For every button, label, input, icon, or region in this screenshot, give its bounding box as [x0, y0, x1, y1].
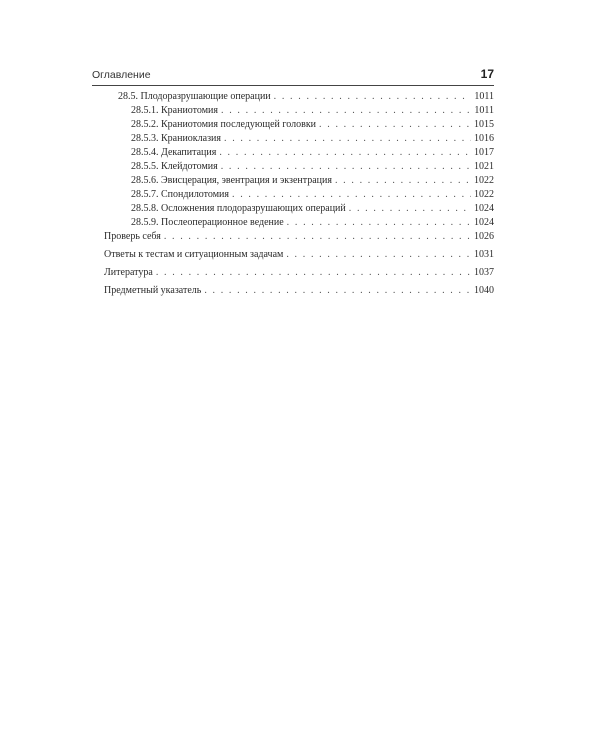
toc-entry[interactable]	[131, 203, 494, 215]
toc-entry-label: Литература	[104, 267, 153, 278]
toc-entry-page: 1031	[474, 249, 494, 260]
toc-entry-page: 1011	[474, 105, 494, 116]
toc-entry-label: 28.5. Плодоразрушающие операции	[118, 91, 271, 102]
toc-entry-page: 1022	[474, 175, 494, 186]
toc-entry-label: 28.5.4. Декапитация	[131, 147, 217, 158]
toc-entry[interactable]	[104, 267, 494, 279]
toc-leader	[286, 249, 471, 261]
header-title: Оглавление	[92, 69, 151, 81]
toc-entry-label: 28.5.8. Осложнения плодоразрушающих операций	[131, 203, 346, 214]
toc-entry-label: Проверь себя	[104, 231, 161, 242]
toc-entry[interactable]	[131, 189, 494, 201]
toc-entry[interactable]	[104, 231, 494, 243]
toc-entry-page: 1015	[474, 119, 494, 130]
toc-entry[interactable]	[131, 105, 494, 117]
toc-entry-page: 1024	[474, 203, 494, 214]
toc-entry-page: 1011	[474, 91, 494, 102]
toc-leader	[319, 119, 471, 131]
toc-leader	[232, 189, 471, 201]
toc-entry[interactable]	[131, 175, 494, 187]
toc-entry-page: 1040	[474, 285, 494, 296]
toc-entry-page: 1021	[474, 161, 494, 172]
toc-leader	[287, 217, 471, 229]
toc-leader	[221, 161, 471, 173]
toc-entry[interactable]	[131, 119, 494, 131]
toc-entry-label: 28.5.3. Краниоклазия	[131, 133, 221, 144]
toc-entry-page: 1024	[474, 217, 494, 228]
toc-entry-label: 28.5.6. Эвисцерация, эвентрация и экзентрация	[131, 175, 332, 186]
toc-leader	[274, 91, 472, 103]
toc-entry-label: 28.5.1. Краниотомия	[131, 105, 219, 116]
header-page-number: 17	[480, 67, 494, 81]
toc-entry-page: 1016	[474, 133, 494, 144]
toc-entry-page: 1017	[474, 147, 494, 158]
toc-entry-label: 28.5.9. Послеоперационное ведение	[131, 217, 284, 228]
toc-entry[interactable]	[104, 249, 494, 261]
toc-entry-label: 28.5.5. Клейдотомия	[131, 161, 218, 172]
toc-leader	[204, 285, 471, 297]
toc-entry[interactable]	[131, 161, 494, 173]
toc-entry-page: 1022	[474, 189, 494, 200]
toc-leader	[224, 133, 471, 145]
toc-leader	[164, 231, 471, 243]
toc-leader	[349, 203, 471, 215]
toc-entry-label: Предметный указатель	[104, 285, 202, 296]
running-header	[92, 67, 494, 86]
toc-leader	[335, 175, 471, 187]
toc-entry[interactable]	[118, 91, 494, 103]
toc-entry-page: 1037	[474, 267, 494, 278]
toc-leader	[221, 105, 471, 117]
toc-leader	[156, 267, 471, 279]
toc-entry[interactable]	[131, 133, 494, 145]
toc-entry[interactable]	[131, 147, 494, 159]
toc-entry-page: 1026	[474, 231, 494, 242]
toc-leader	[219, 147, 471, 159]
toc-entry-label: Ответы к тестам и ситуационным задачам	[104, 249, 284, 260]
toc-entry-label: 28.5.2. Краниотомия последующей головки	[131, 119, 317, 130]
toc-entry[interactable]	[104, 285, 494, 297]
toc-entry-label: 28.5.7. Спондилотомия	[131, 189, 229, 200]
toc-entry[interactable]	[131, 217, 494, 229]
